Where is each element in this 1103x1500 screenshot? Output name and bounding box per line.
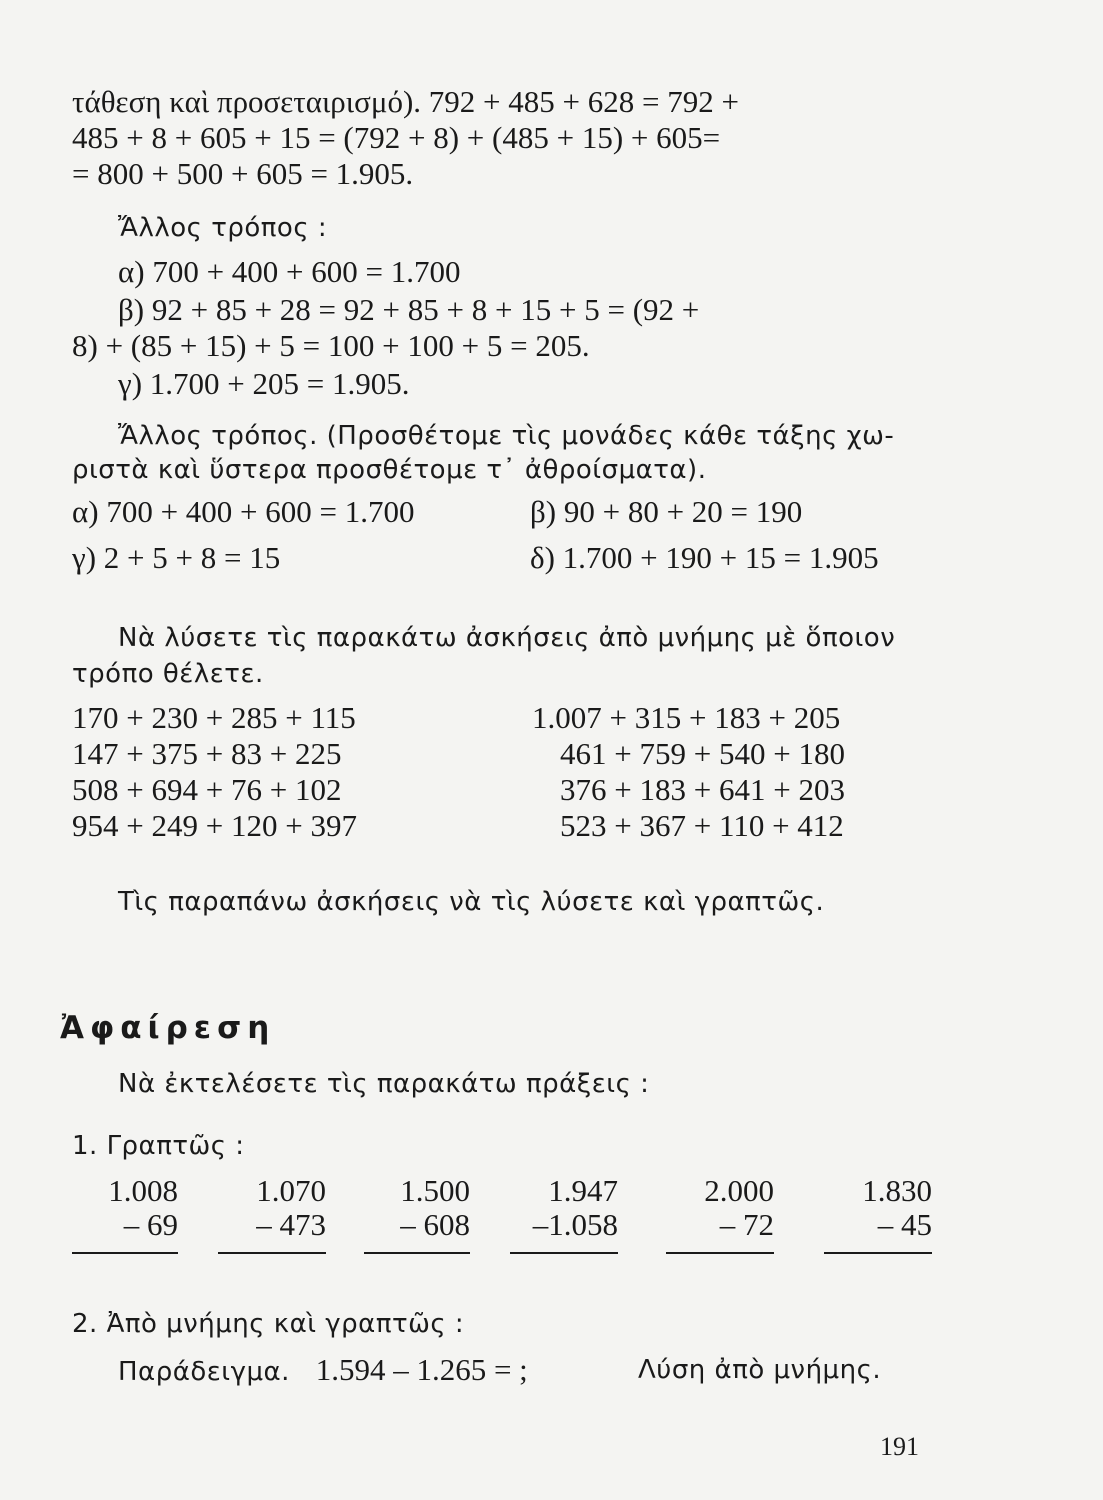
method1-a: α) 700 + 400 + 600 = 1.700 [118,254,461,289]
exercise-row [72,736,932,772]
method2-a: α) 700 + 400 + 600 = 1.700 [72,494,415,529]
subtraction-part-1: 1. Γραπτῶς : [72,1131,245,1161]
subtrahend: – 473 [256,1207,326,1242]
minuend: 1.830 [862,1173,932,1208]
subtraction-problem [666,1174,774,1254]
minuend: 1.947 [548,1173,618,1208]
subtraction-part-2: 2. Ἀπὸ μνήμης καὶ γραπτῶς : [72,1309,465,1339]
subtraction-problem [510,1174,618,1254]
page-number: 191 [880,1432,919,1461]
intro-line-2: 485 + 8 + 605 + 15 = (792 + 8) + (485 + 15) + 605= [72,120,721,155]
intro-line-1: τάθεση καὶ προσεταιρισμό). 792 + 485 + 628 = 792 + [72,84,739,119]
exercise-left: 170 + 230 + 285 + 115 [72,700,356,735]
intro-line-3: = 800 + 500 + 605 = 1.905. [72,156,414,191]
exercise-row [72,772,932,808]
subtraction-problem [824,1174,932,1254]
method2-d: δ) 1.700 + 190 + 15 = 1.905 [530,540,879,575]
section-heading-subtraction: Ἀφαίρεση [60,1010,276,1046]
exercise-row [72,700,932,736]
exercise-left: 954 + 249 + 120 + 397 [72,808,357,843]
subtraction-instruction: Νὰ ἐκτελέσετε τὶς παρακάτω πράξεις : [118,1069,650,1099]
answer-line [218,1252,326,1254]
answer-line [510,1252,618,1254]
example-label: Παράδειγμα. [118,1357,290,1387]
exercise-right: 1.007 + 315 + 183 + 205 [532,700,841,735]
method1-c: γ) 1.700 + 205 = 1.905. [118,366,410,401]
subtraction-problem [364,1174,470,1254]
subtrahend: – 72 [719,1207,774,1242]
exercise-right: 376 + 183 + 641 + 203 [560,772,845,807]
method1-title: Ἄλλος τρόπος : [118,213,328,243]
exercise-note: Τὶς παραπάνω ἀσκήσεις νὰ τὶς λύσετε καὶ γραπτῶς. [118,887,825,917]
exercise-row [72,808,932,844]
method2-row-2 [72,540,932,576]
example-expression: 1.594 – 1.265 = ; [315,1352,528,1387]
method2-row-1 [72,494,932,530]
answer-line [72,1252,178,1254]
answer-line [364,1252,470,1254]
method2-title-1: Ἄλλος τρόπος. (Προσθέτομε τὶς μονάδες κάθε τάξης χω- [118,421,895,451]
minuend: 2.000 [704,1173,774,1208]
minuend: 1.500 [400,1173,470,1208]
method2-title-2: ριστὰ καὶ ὕστερα προσθέτομε τ᾽ ἀθροίσματα). [72,455,707,485]
method1-b1: β) 92 + 85 + 28 = 92 + 85 + 8 + 15 + 5 = (92 + [118,292,700,327]
subtrahend: – 608 [400,1207,470,1242]
method2-b: β) 90 + 80 + 20 = 190 [530,494,803,529]
answer-line [666,1252,774,1254]
method2-c: γ) 2 + 5 + 8 = 15 [72,540,281,575]
subtrahend: – 69 [123,1207,178,1242]
example-solution: Λύση ἀπὸ μνήμης. [638,1355,882,1385]
subtraction-problem [72,1174,178,1254]
minuend: 1.070 [256,1173,326,1208]
answer-line [824,1252,932,1254]
subtrahend: –1.058 [532,1207,618,1242]
example-row [118,1352,978,1390]
exercise-left: 508 + 694 + 76 + 102 [72,772,342,807]
subtrahend: – 45 [877,1207,932,1242]
exercise-instruction-2: τρόπο θέλετε. [72,659,264,689]
subtraction-problem [218,1174,326,1254]
exercise-right: 461 + 759 + 540 + 180 [560,736,845,771]
method1-b2: 8) + (85 + 15) + 5 = 100 + 100 + 5 = 205. [72,328,590,363]
exercise-right: 523 + 367 + 110 + 412 [560,808,844,843]
exercise-left: 147 + 375 + 83 + 225 [72,736,342,771]
exercise-instruction-1: Νὰ λύσετε τὶς παρακάτω ἀσκήσεις ἀπὸ μνήμης μὲ ὅποιον [118,623,896,653]
minuend: 1.008 [108,1173,178,1208]
